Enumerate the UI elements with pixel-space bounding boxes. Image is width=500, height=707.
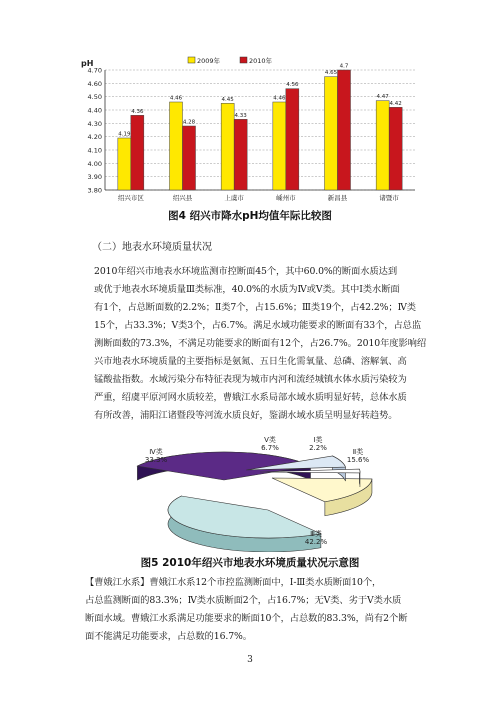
bar-value-label: 4.56 [286,82,299,89]
bar [183,126,196,190]
bar-value-label: 4.42 [389,100,402,107]
y-tick-label: 4.70 [87,66,102,75]
section-title: （二）地表水环境质量状况 [92,242,212,253]
pie-label-name: Ⅳ类 [149,448,163,456]
bar-value-label: 4.46 [273,95,286,102]
paragraph-line: 锰酸盐指数。水域污染分布特征表现为城市内河和流经城镇水体水质污染较为 [94,374,407,385]
paragraph-line: 有所改善，浦阳江诸暨段等河流水质良好，鉴湖水域水质呈明显好转趋势。 [94,410,398,421]
paragraph-caoejiang [85,574,407,646]
figure4-caption: 图4 绍兴市降水pH均值年际比较图 [168,210,332,222]
bar [234,119,247,190]
page-number: 3 [247,655,253,665]
paragraph-surface-water [94,263,426,425]
pie-label-pct: 33.3% [144,456,168,464]
bar [131,115,144,190]
pie-label-name: Ⅱ类 [352,448,364,456]
pie-label-pct: 15.6% [346,456,370,464]
bar-value-label: 4.7 [339,63,349,70]
legend-label: 2010年 [249,57,273,65]
bar [286,89,299,190]
paragraph-line: 2010年绍兴市地表水环境监测市控断面45个，其中60.0%的断面水质达到 [94,266,398,277]
pie-slice [272,478,372,516]
x-tick-label: 上虞市 [224,194,244,202]
y-tick-label: 4.50 [87,93,102,102]
paragraph-line: 面不能满足功能要求，占总数的16.7%。 [85,631,252,642]
paragraph-line: 断面水域。曹娥江水系满足功能要求的断面10个，占总数的83.3%，尚有2个断 [85,613,408,624]
bar [221,103,234,190]
y-tick-label: 4.40 [87,106,102,115]
pie-label-name: Ⅰ类 [313,436,323,444]
bar-value-label: 4.65 [324,70,338,77]
pie-label-name: Ⅲ类 [310,530,322,538]
bar-value-label: 4.47 [376,94,389,101]
ph-bar-chart [70,52,420,212]
bar-value-label: 4.28 [182,119,196,126]
pie-slice [168,496,321,552]
y-tick-label: 4.20 [87,133,102,142]
y-axis-label: pH [81,59,94,68]
bar-value-label: 4.46 [169,95,183,102]
paragraph-line: 严重，绍虞平原河网水质较差，曹娥江水系局部水域水质明显好转，总体水质 [94,392,407,403]
bar [389,107,402,190]
y-tick-label: 3.90 [87,173,102,182]
water-quality-pie-chart [130,432,380,552]
paragraph-line: 测断面数的73.3%，不满足功能要求的断面有12个，占26.7%。2010年度影响绍 [94,338,427,349]
bar-value-label: 4.45 [221,96,234,103]
y-tick-label: 3.80 [87,186,102,195]
pie-label-pct: 42.2% [304,538,328,546]
bar [338,70,351,190]
paragraph-line: 15个，占33.3%；Ⅴ类3个，占6.7%。满足水域功能要求的断面有33个，占总监 [94,320,422,331]
y-tick-label: 4.60 [87,79,102,88]
y-tick-label: 4.00 [87,159,102,168]
legend-label: 2009年 [197,57,221,65]
chart-legend [188,56,273,65]
bar-value-label: 4.33 [234,112,247,119]
figure5-caption: 图5 2010年绍兴市地表水环境质量状况示意图 [140,557,360,569]
bar [273,102,286,190]
paragraph-line: 有1个，占总断面数的2.2%；Ⅱ类7个，占15.6%；Ⅲ类19个，占42.2%；Ⅳ类 [94,302,416,313]
bar [170,102,183,190]
pie-label-pct: 6.7% [261,444,279,452]
x-tick-label: 嵊州市 [276,194,296,202]
bar-value-label: 4.19 [118,131,131,138]
paragraph-line: 或优于地表水环境质量Ⅲ类标准，40.0%的水质为Ⅳ或Ⅴ类。其中Ⅰ类水断面 [94,284,400,295]
bar-value-label: 4.36 [131,108,144,115]
bar [376,101,389,190]
legend-swatch [240,57,247,63]
y-tick-label: 4.10 [87,146,102,155]
bar [118,138,131,190]
y-tick-label: 4.30 [87,119,102,128]
x-tick-label: 诸暨市 [379,194,399,202]
x-tick-label: 新昌县 [327,194,348,202]
paragraph-line: 【曹娥江水系】曹娥江水系12个市控监测断面中，Ⅰ-Ⅲ类水质断面10个， [85,577,382,588]
x-tick-label: 绍兴县 [172,194,193,202]
bar [325,77,338,190]
paragraph-line: 兴市地表水环境质量的主要指标是氨氮、五日生化需氧量、总磷、溶解氧、高 [94,356,407,367]
pie-label-pct: 2.2% [309,444,327,452]
legend-swatch [188,57,195,63]
pie-label-name: Ⅴ类 [264,436,276,444]
x-tick-label: 绍兴市区 [117,194,144,202]
paragraph-line: 占总监测断面的83.3%；Ⅳ类水质断面2个，占16.7%；无Ⅴ类、劣于Ⅴ类水质 [85,595,402,606]
